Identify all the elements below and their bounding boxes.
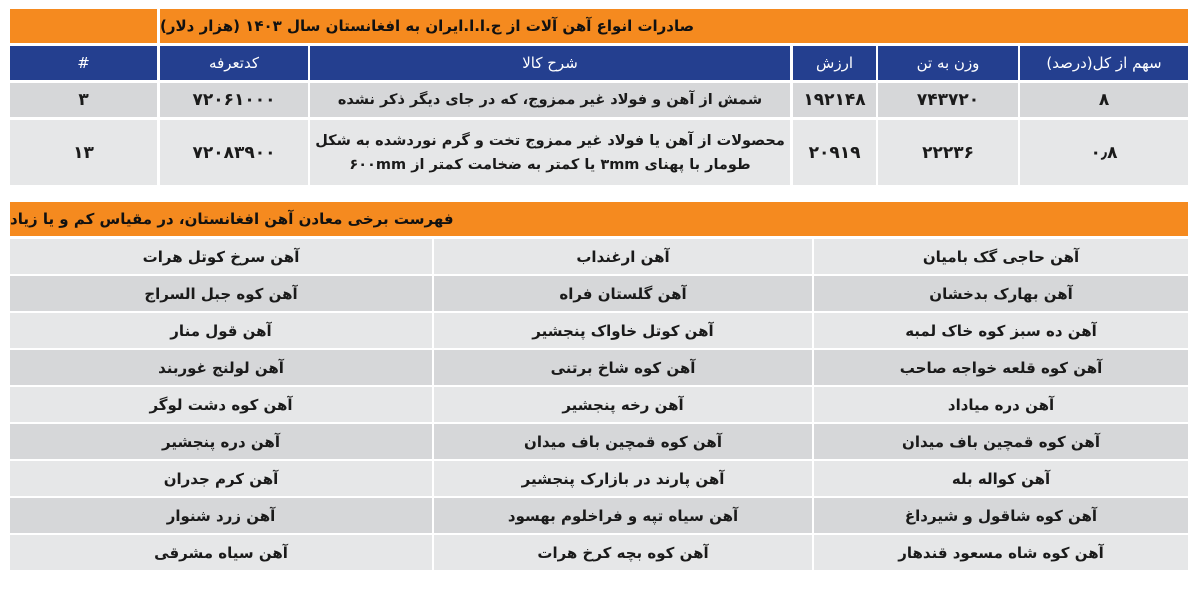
mine-cell: آهن گلستان فراه bbox=[434, 276, 812, 311]
mine-cell: آهن پارند در بازارک پنجشیر bbox=[434, 461, 812, 496]
mine-cell: آهن زرد شنوار bbox=[10, 498, 432, 533]
description-line-1: محصولات از آهن یا فولاد غیر ممزوج تخت و گرم نوردشده به شکل bbox=[315, 132, 785, 149]
mine-cell: آهن کوه جبل السراج bbox=[10, 276, 432, 311]
description-line-1: شمش از آهن و فولاد غیر ممزوج، که در جای دیگر ذکر نشده bbox=[337, 92, 763, 108]
header-description: شرح کالا bbox=[310, 46, 790, 80]
exports-title-corner bbox=[10, 9, 157, 43]
description-line-2: طومار با پهنای ۳mm یا کمتر به ضخامت کمتر از ۶۰۰mm bbox=[349, 156, 751, 173]
mine-cell: آهن کوه قمچین باف میدان bbox=[814, 424, 1188, 459]
table-row-2-index: ۱۳ bbox=[10, 120, 157, 185]
mine-cell: آهن کوه قلعه خواجه صاحب bbox=[814, 350, 1188, 385]
mine-cell: آهن ارغنداب bbox=[434, 239, 812, 274]
mine-cell: آهن سرخ کوتل هرات bbox=[10, 239, 432, 274]
mine-cell: آهن حاجی گک بامیان bbox=[814, 239, 1188, 274]
table-row-1-weight: ۷۴۳۷۲۰ bbox=[878, 83, 1018, 117]
mine-cell: آهن کوه دشت لوگر bbox=[10, 387, 432, 422]
header-index: # bbox=[10, 46, 157, 80]
mine-cell: آهن دره میاداد bbox=[814, 387, 1188, 422]
exports-table-title: صادرات انواع آهن آلات از ج.ا.ا.ایران به افغانستان سال ۱۴۰۳ (هزار دلار) bbox=[160, 9, 1188, 43]
table-row-2-weight: ۲۲۲۳۶ bbox=[878, 120, 1018, 185]
mine-cell: آهن سیاه تپه و فراخلوم بهسود bbox=[434, 498, 812, 533]
mine-cell: آهن لولنج غوربند bbox=[10, 350, 432, 385]
mines-table-title: فهرست برخی معادن آهن افغانستان، در مقیاس کم و یا زیاد bbox=[10, 202, 1188, 236]
table-row-1-tariff: ۷۲۰۶۱۰۰۰ bbox=[160, 83, 308, 117]
table-row-2-share: ۰٫۸ bbox=[1020, 120, 1188, 185]
table-row-2-tariff: ۷۲۰۸۳۹۰۰ bbox=[160, 120, 308, 185]
mine-cell: آهن دره پنجشیر bbox=[10, 424, 432, 459]
header-share: سهم از کل(درصد) bbox=[1020, 46, 1188, 80]
mine-cell: آهن کوه شاخ برتنی bbox=[434, 350, 812, 385]
table-row-1-value: ۱۹۲۱۴۸ bbox=[793, 83, 876, 117]
table-row-1-index: ۳ bbox=[10, 83, 157, 117]
mine-cell: آهن کوه قمچین باف میدان bbox=[434, 424, 812, 459]
mine-cell: آهن کرم جدران bbox=[10, 461, 432, 496]
table-row-2-description bbox=[310, 120, 790, 185]
mine-cell: آهن کوه شاقول و شیرداغ bbox=[814, 498, 1188, 533]
header-value: ارزش bbox=[793, 46, 876, 80]
mine-cell: آهن سیاه مشرقی bbox=[10, 535, 432, 570]
mine-cell: آهن کواله بله bbox=[814, 461, 1188, 496]
mine-cell: آهن قول منار bbox=[10, 313, 432, 348]
table-row-2-value: ۲۰۹۱۹ bbox=[793, 120, 876, 185]
table-row-1-share: ۸ bbox=[1020, 83, 1188, 117]
mine-cell: آهن رخه پنجشیر bbox=[434, 387, 812, 422]
header-tariff: کدتعرفه bbox=[160, 46, 308, 80]
mine-cell: آهن ده سبز کوه خاک لمبه bbox=[814, 313, 1188, 348]
mine-cell: آهن کوه شاه مسعود قندهار bbox=[814, 535, 1188, 570]
table-row-1-description bbox=[310, 83, 790, 117]
mine-cell: آهن کوتل خاواک پنجشیر bbox=[434, 313, 812, 348]
mine-cell: آهن بهارک بدخشان bbox=[814, 276, 1188, 311]
header-weight: وزن به تن bbox=[878, 46, 1018, 80]
mine-cell: آهن کوه بچه کرخ هرات bbox=[434, 535, 812, 570]
